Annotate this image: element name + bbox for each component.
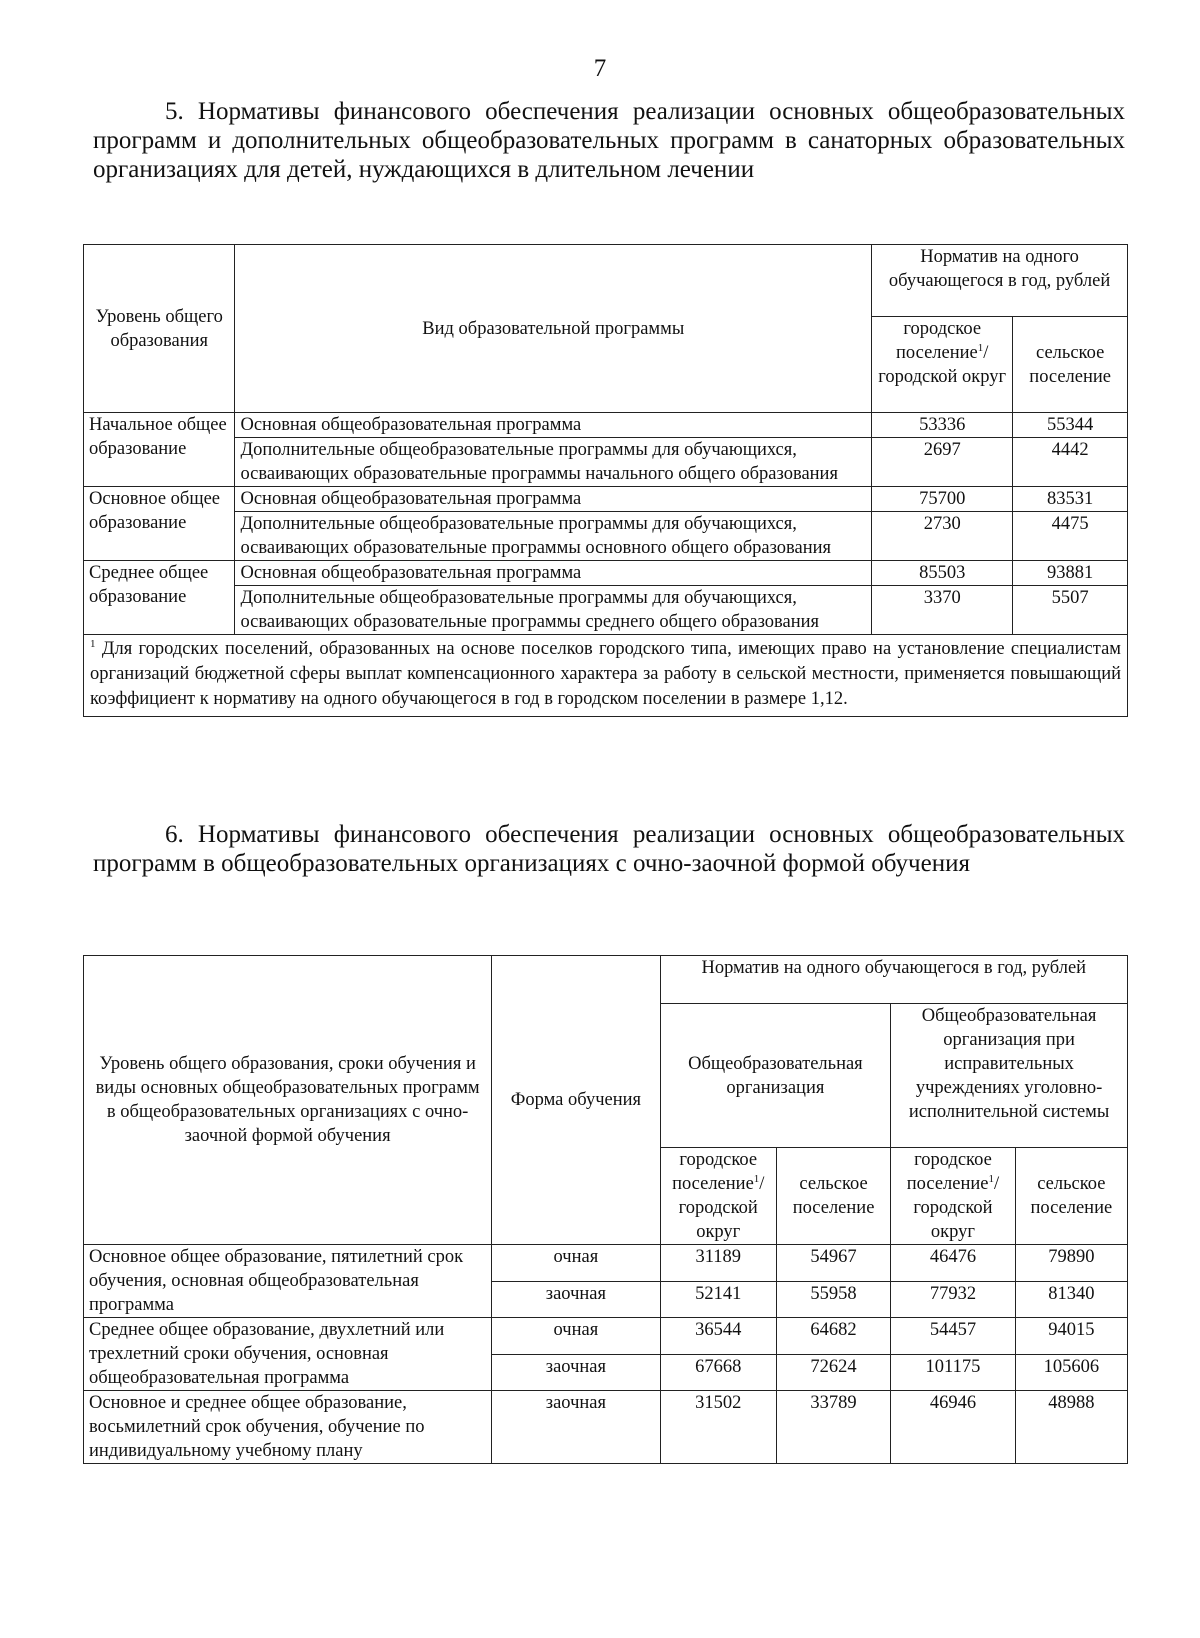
header-norm: Норматив на одного обучающегося в год, рублей bbox=[872, 245, 1128, 317]
header-program: Вид образовательной программы bbox=[235, 245, 872, 413]
header6-prison-urban: городское поселение$^1$/ городской округ bbox=[891, 1148, 1016, 1245]
prison-urban-value: 101175 bbox=[891, 1354, 1016, 1391]
table-row bbox=[84, 1245, 1128, 1282]
table-row bbox=[84, 487, 1128, 512]
rural-value: 5507 bbox=[1013, 586, 1128, 635]
table-row bbox=[84, 438, 1128, 487]
prison-urban-value: 46476 bbox=[891, 1245, 1016, 1282]
form-cell: заочная bbox=[492, 1281, 660, 1318]
org-rural-value: 33789 bbox=[776, 1391, 890, 1464]
level-cell: Среднее общее образование, двухлетний или трехлетний сроки обучения, основная общеобразовательная программа bbox=[84, 1318, 492, 1391]
level-cell: Среднее общее образование bbox=[84, 561, 235, 635]
program-cell: Основная общеобразовательная программа bbox=[235, 487, 872, 512]
urban-value: 75700 bbox=[872, 487, 1013, 512]
level-cell: Начальное общее образование bbox=[84, 413, 235, 487]
header6-org-urban: городское поселение$^1$/ городской округ bbox=[660, 1148, 776, 1245]
prison-urban-value: 46946 bbox=[891, 1391, 1016, 1464]
org-urban-value: 67668 bbox=[660, 1354, 776, 1391]
table-row bbox=[84, 1391, 1128, 1464]
org-rural-value: 55958 bbox=[776, 1281, 890, 1318]
header6-prison-rural: сельское поселение bbox=[1015, 1148, 1127, 1245]
urban-value: 3370 bbox=[872, 586, 1013, 635]
section-5-heading-text: 5. Нормативы финансового обеспечения реализации основных общеобразовательных программ и дополнительных общеобразовательных программ в санаторных образовательных организациях для детей, нуждающихся в длительном лечении bbox=[93, 98, 1125, 183]
org-rural-value: 64682 bbox=[776, 1318, 890, 1355]
footnote: $^1$ Для городских поселений, образованных на основе поселков городского типа, имеющих право на установление специалистам организаций бюджетной сферы выплат компенсационного характера за работу в сельской местности, применяется повышающий коэффициент к нормативу на одного обучающегося в год в городском поселении в размере 1,12. bbox=[84, 635, 1128, 717]
rural-value: 4442 bbox=[1013, 438, 1128, 487]
urban-value: 85503 bbox=[872, 561, 1013, 586]
prison-rural-value: 79890 bbox=[1015, 1245, 1127, 1282]
org-urban-value: 52141 bbox=[660, 1281, 776, 1318]
prison-rural-value: 48988 bbox=[1015, 1391, 1127, 1464]
rural-value: 83531 bbox=[1013, 487, 1128, 512]
form-cell: заочная bbox=[492, 1391, 660, 1464]
org-rural-value: 54967 bbox=[776, 1245, 890, 1282]
org-urban-value: 31502 bbox=[660, 1391, 776, 1464]
header6-org-rural: сельское поселение bbox=[776, 1148, 890, 1245]
table-row bbox=[84, 512, 1128, 561]
section-5-heading bbox=[93, 97, 1125, 184]
header6-form: Форма обучения bbox=[492, 956, 660, 1245]
header-urban: городское поселение$^1$/ городской округ bbox=[872, 317, 1013, 413]
rural-value: 4475 bbox=[1013, 512, 1128, 561]
urban-value: 2697 bbox=[872, 438, 1013, 487]
program-cell: Дополнительные общеобразовательные программы для обучающихся, осваивающих образовательные программы начального общего образования bbox=[235, 438, 872, 487]
level-cell: Основное и среднее общее образование, восьмилетний срок обучения, обучение по индивидуальному учебному плану bbox=[84, 1391, 492, 1464]
section-6-table bbox=[83, 955, 1128, 1464]
urban-value: 2730 bbox=[872, 512, 1013, 561]
table-row bbox=[84, 586, 1128, 635]
rural-value: 55344 bbox=[1013, 413, 1128, 438]
page-number: 7 bbox=[593, 55, 607, 82]
section-6-heading-text: 6. Нормативы финансового обеспечения реализации основных общеобразовательных программ в общеобразовательных организациях с очно-заочной формой обучения bbox=[93, 821, 1125, 877]
table-row bbox=[84, 1318, 1128, 1355]
program-cell: Основная общеобразовательная программа bbox=[235, 413, 872, 438]
org-urban-value: 31189 bbox=[660, 1245, 776, 1282]
header6-org: Общеобразовательная организация bbox=[660, 1004, 891, 1148]
header-level: Уровень общего образования bbox=[84, 245, 235, 413]
prison-rural-value: 105606 bbox=[1015, 1354, 1127, 1391]
prison-rural-value: 81340 bbox=[1015, 1281, 1127, 1318]
prison-rural-value: 94015 bbox=[1015, 1318, 1127, 1355]
header-rural: сельское поселение bbox=[1013, 317, 1128, 413]
form-cell: заочная bbox=[492, 1354, 660, 1391]
form-cell: очная bbox=[492, 1318, 660, 1355]
program-cell: Дополнительные общеобразовательные программы для обучающихся, осваивающих образовательные программы среднего общего образования bbox=[235, 586, 872, 635]
program-cell: Основная общеобразовательная программа bbox=[235, 561, 872, 586]
table-row bbox=[84, 413, 1128, 438]
section-6-heading bbox=[93, 820, 1125, 878]
prison-urban-value: 54457 bbox=[891, 1318, 1016, 1355]
form-cell: очная bbox=[492, 1245, 660, 1282]
prison-urban-value: 77932 bbox=[891, 1281, 1016, 1318]
rural-value: 93881 bbox=[1013, 561, 1128, 586]
org-urban-value: 36544 bbox=[660, 1318, 776, 1355]
section-5-table bbox=[83, 244, 1128, 717]
level-cell: Основное общее образование bbox=[84, 487, 235, 561]
header6-org-prison: Общеобразовательная организация при исправительных учреждениях уголовно-исполнительной системы bbox=[891, 1004, 1128, 1148]
org-rural-value: 72624 bbox=[776, 1354, 890, 1391]
header6-level: Уровень общего образования, сроки обучения и виды основных общеобразовательных программ в общеобразовательных организациях с очно-заочной формой обучения bbox=[84, 956, 492, 1245]
program-cell: Дополнительные общеобразовательные программы для обучающихся, осваивающих образовательные программы основного общего образования bbox=[235, 512, 872, 561]
table-row bbox=[84, 561, 1128, 586]
level-cell: Основное общее образование, пятилетний срок обучения, основная общеобразовательная программа bbox=[84, 1245, 492, 1318]
header6-norm: Норматив на одного обучающегося в год, рублей bbox=[660, 956, 1127, 1004]
urban-value: 53336 bbox=[872, 413, 1013, 438]
